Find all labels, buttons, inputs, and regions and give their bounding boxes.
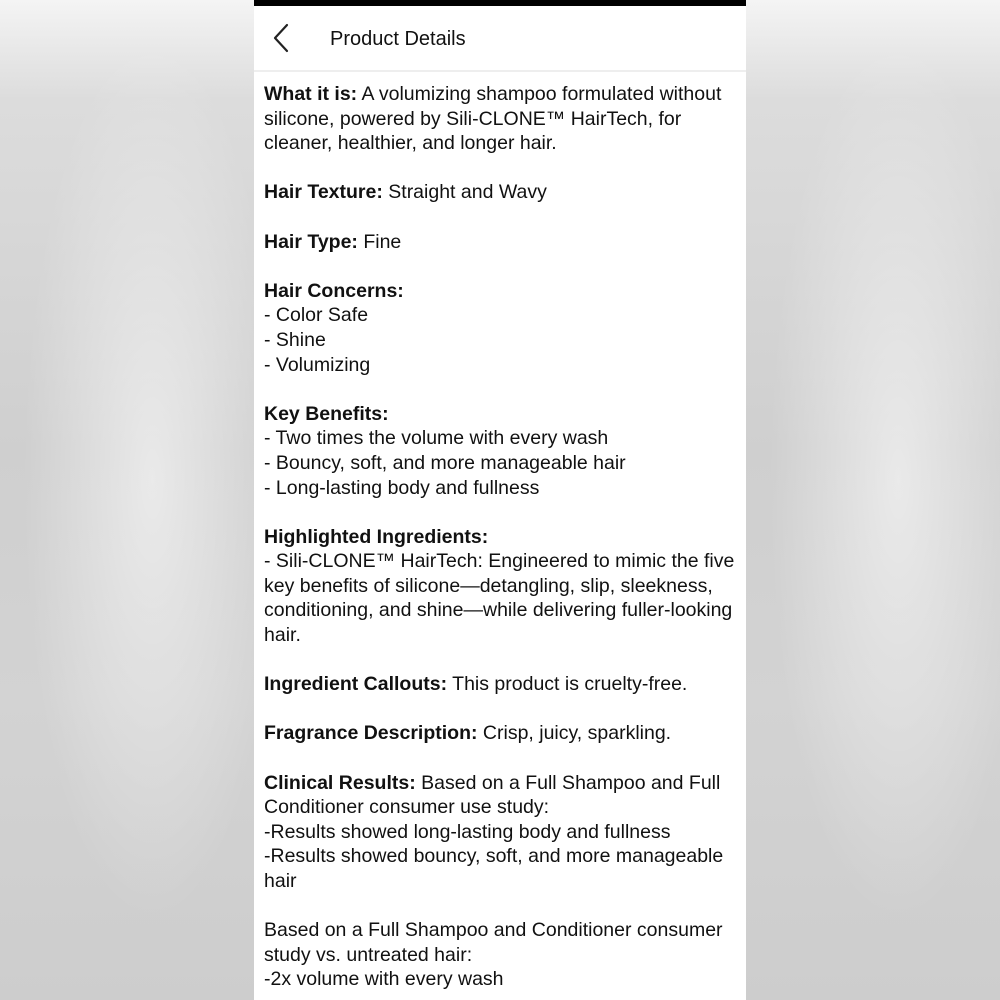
clinical-results-label: Clinical Results:: [264, 771, 416, 794]
ingredient-callouts-text: This product is cruelty-free.: [452, 673, 688, 696]
second-study-section: [264, 918, 736, 992]
list-item: - Long-lasting body and fullness: [264, 476, 540, 499]
second-study-text: Based on a Full Shampoo and Conditioner consumer study vs. untreated hair:: [264, 919, 723, 966]
fragrance-description-section: [264, 721, 736, 746]
hair-type-value: Fine: [363, 230, 402, 253]
clinical-results-text: Based on a Full Shampoo and Full Conditioner consumer use study:: [264, 771, 721, 819]
page-title: Product Details: [330, 28, 466, 50]
hair-concerns-label: Hair Concerns:: [264, 279, 404, 302]
list-item: - Color Safe: [264, 304, 369, 327]
list-item: -2x volume with every wash: [264, 968, 504, 991]
fragrance-description-label: Fragrance Description:: [264, 722, 478, 745]
list-item: -Results showed long-lasting body and fullness: [264, 820, 671, 843]
hair-type-label: Hair Type:: [264, 230, 358, 253]
key-benefits-label: Key Benefits:: [264, 402, 389, 425]
hair-texture-label: Hair Texture:: [264, 181, 383, 204]
what-it-is-label: What it is:: [264, 83, 358, 105]
clinical-results-section: [264, 771, 736, 894]
phone-screen: [254, 0, 746, 1000]
product-details-content: [264, 82, 736, 1000]
ingredient-callouts-section: [264, 672, 736, 697]
background-blur-left: [0, 0, 254, 1000]
list-item: - Two times the volume with every wash: [264, 427, 609, 450]
list-item: - Volumizing: [264, 353, 371, 376]
hair-texture-section: [264, 180, 736, 205]
back-button[interactable]: [266, 20, 296, 56]
background-blur-right: [746, 0, 1000, 1000]
list-item: -Results showed bouncy, soft, and more manageable hair: [264, 845, 724, 892]
what-it-is-text: A volumizing shampoo formulated without silicone, powered by Sili-CLONE™ HairTech, for cleaner, healthier, and longer hair.: [264, 83, 722, 155]
list-item: - Shine: [264, 328, 326, 351]
highlighted-ingredients-text: - Sili-CLONE™ HairTech: Engineered to mimic the five key benefits of silicone—detangling, slip, sleekness, conditioning, and shine—while delivering fuller-looking hair.: [264, 550, 735, 647]
app-header: [254, 6, 746, 72]
ingredient-callouts-label: Ingredient Callouts:: [264, 673, 448, 696]
chevron-left-icon: [271, 23, 291, 53]
list-item: - Bouncy, soft, and more manageable hair: [264, 451, 626, 474]
hair-texture-value: Straight and Wavy: [388, 181, 547, 204]
hair-concerns-section: [264, 279, 736, 377]
highlighted-ingredients-section: [264, 525, 736, 648]
fragrance-description-text: Crisp, juicy, sparkling.: [482, 722, 672, 745]
key-benefits-section: [264, 402, 736, 500]
highlighted-ingredients-label: Highlighted Ingredients:: [264, 525, 489, 548]
what-it-is-section: [264, 82, 736, 156]
hair-type-section: [264, 230, 736, 255]
